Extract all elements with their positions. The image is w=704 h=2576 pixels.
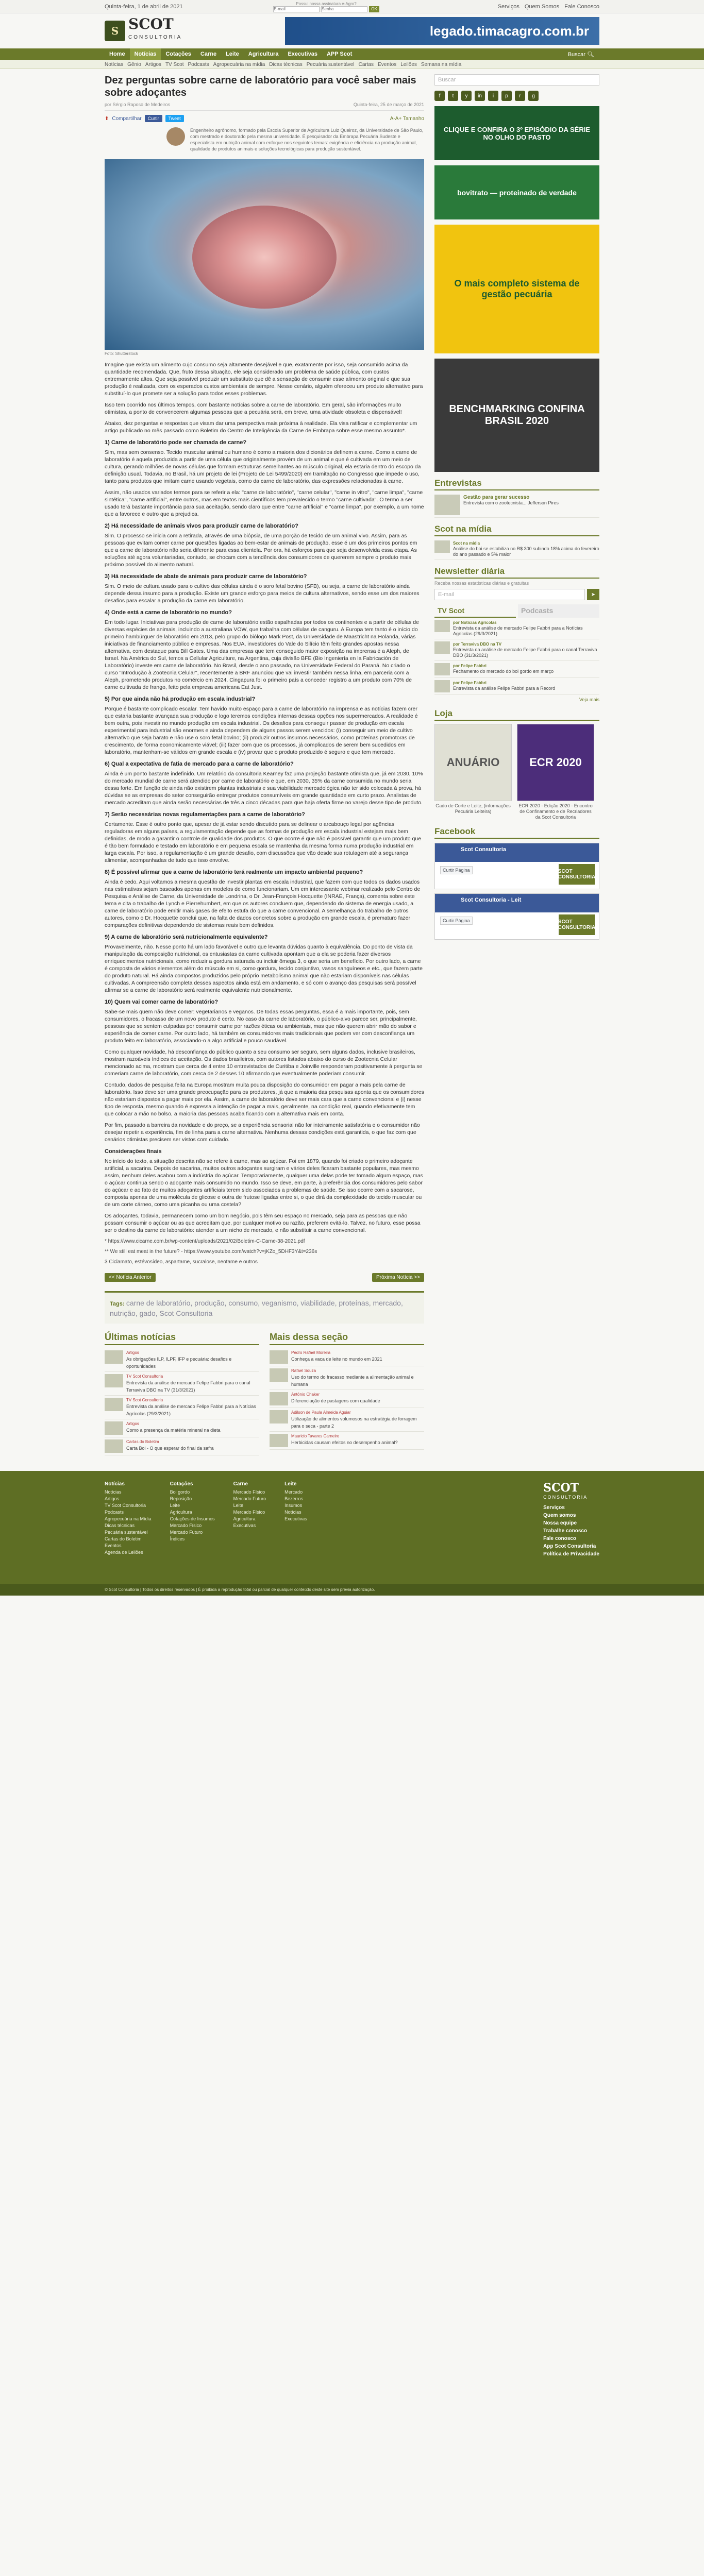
tv-source: por Felipe Fabbri [453,664,487,668]
list-item[interactable] [105,1348,259,1372]
facebook-like-button[interactable]: Curtir [145,115,162,122]
list-title: Conheça a vaca de leite no mundo em 2021 [291,1357,382,1362]
footer-logo[interactable]: SCOT [543,1481,579,1495]
list-item[interactable] [105,1396,259,1419]
article-pager [105,1273,424,1282]
footer-link[interactable]: Bezerros [284,1496,304,1501]
section-paragraph: Ainda é cedo. Aqui voltamos a mesma questão de investir plantas em escala industrial, que fazem com que todos os dados usados nas estimativas sejam baseados apenas em modelos de como funcionariam. Um em interessante webinar realizado pelo Centro de Pesquisa e Análise de Carne, da Universidade de Londrina, o Dr. Jean-François Hocquette (INRAE, França), comenta sobre este tema e cita o trabalho de Lynch e Pierrehumbert, em que os autores concluem que, dependendo do sistema de energia usado, a carne de laboratório pode emitir mais gases de efeito estufa do que a carne convencional. A semelhança do trabalho de outros autores, como o Dr. Hocquette conclui que, na falta de dados concretos sobre a produção em grande escala, é prematuro fazer comparações definitivas dependendo de sistemas reais bem definidos. [105,879,421,928]
list-item[interactable] [105,1372,259,1396]
footnote[interactable]: * https://www.cicarne.com.br/wp-content/uploads/2021/02/Boletim-C-Carne-38-2021.pdf [105,1239,305,1244]
book-anuario-title: Gado de Corte e Leite, (informações Pecuária Leiteira) [435,803,511,814]
footer-column-heading[interactable]: Notícias [105,1481,125,1487]
list-text [126,1439,214,1453]
footer-link[interactable]: Mercado Futuro [170,1530,203,1535]
footer-link[interactable]: Dicas técnicas [105,1523,135,1528]
footer-column-heading[interactable]: Cotações [170,1481,193,1487]
midia-item[interactable] [434,538,599,560]
footer-brand-link[interactable]: App Scot Consultoria [543,1544,596,1549]
share-icon: ⬆ [105,115,109,122]
footer-link[interactable]: Mercado Físico [170,1523,202,1528]
scot-na-midia-title: Scot na mídia [434,524,599,536]
footer-link[interactable]: Agricultura [233,1516,256,1521]
social-icon[interactable]: r [515,91,525,101]
footer-link[interactable]: Podcasts [105,1510,124,1515]
section-paragraph: Certamente. Esse é outro ponto que, apesar de já estar sendo discutido para se delinear o arcabouço legal por agências reguladoras em alguns países, a regulamentação depende que as formas de produção em escala industrial estejam mais bem definidas, de modo a garantir o controle de qualidade dos produtos. O que ocorre é que não é possível garantir que um produto que é tão bem formulado e testado em laboratório e em pequena escala se mantenha da mesma forma numa produção industrial em larga escala. Por isso, a regulamentação é um grande desafio, com discussões que vão desde sua rotulagem até a segurança alimentar, acompanhadas de tudo que isso envolve. [105,821,422,863]
footer-link[interactable]: Cotações de Insumos [170,1516,215,1521]
copyright-text: © Scot Consultoria | Todos os direitos reservados | É proibida a reprodução total ou parcial de qualquer conteúdo deste site sem prévia autorização. [105,1587,375,1592]
footer-link[interactable]: Agropecuária na Mídia [105,1516,152,1521]
social-icon[interactable]: y [461,91,472,101]
top-bar [0,0,704,13]
footer-link[interactable]: Notícias [284,1510,301,1515]
section-paragraph: Em todo lugar. Iniciativas para produção de carne de laboratório estão espalhadas por todos os continentes e a partir de células de diversas espécies de animais, incluindo a australiana VOW, que trabalha com células de canguru. A Europa tem tanto é o início do primeiro hambúrguer de laboratório em 2013, pelo grupo do biólogo Mark Post, da Universidade de Maastricht na Holanda, várias iniciativas de financiamento público e empresas. Nos EUA, investidores do Vale do Silício têm feito grandes apostas nessa alternativa, com destaque para Bill Gates. Uma das empresas que tem conseguido maior exposição na imprensa é a Aleph, de Israel. Na América do Sul, temos a Cellular Agriculture, na Argentina, cuja divisão BFE (Bio Ingeniería en la Fabricación de Laboratório) investe em carne de laboratório. No Brasil, desde o ano passado, na Universidade Federal do Paraná. No criado o curso "Introdução à Zootecnia Celular", recentemente a BRF anunciou que vai investir também nessa linha, em parceria com a Aleph, prometendo produtos no comércio em 2024. Cingapura foi o primeiro país a conceder registro a um produto com 70% de carne cultivada de frango, feito pela empresa americana Eat Just. [105,619,419,690]
subnav-item[interactable]: Eventos [378,61,397,67]
footer-link[interactable]: Insumos [284,1503,303,1508]
list-item[interactable] [270,1348,424,1366]
footer-brand-link[interactable]: Trabalhe conosco [543,1528,588,1534]
tab-podcasts[interactable]: Podcasts [518,604,599,618]
section-question: 3) Há necessidade de abate de animais para produzir carne de laboratório? [105,573,307,580]
section-paragraph: Sim, mas sem consenso. Tecido muscular animal ou humano é como a maioria dos dicionários definem a carne. Como a carne de laboratório é aquela produzida a partir de uma célula que originalmente provém de um animal e que é cultivada em um meio de cultura, gerando milhões de novas células que formam estruturas semelhantes ao músculo original, ela estaria dentro do escopo da definição usual. Todavia, no Brasil, há um projeto de lei (Projeto de Lei 5499/2020) em tramitação no Congresso que impede o uso, tanto para produtos que imitam carne usando vegetais, como da carne de laboratório, das expressões relacionadas à carne. [105,449,421,484]
section-paragraph: Porque é bastante complicado escalar. Tem havido muito espaço para a carne de laboratório na imprensa e as notícias fazem crer que estaria bastante avançada sua produção e logo teremos condições internas dessas opções nos supermercados. A realidade é bem outra, pois investir no mundo produção em escala industrial. Os desafios para conseguir passar de produção em escala experimental para industrial são enormes e ainda dependem de alguns passos serem vencidos: (i) conseguir um meio de cultivo alternativo que seja barato e não use o soro fetal bovino; (ii) produzir outros insumos necessários, como proteínas promotoras de crescimento, de forma economicamente viável; (iii) fazer com que os processos, já complicados de serem bem sucedidos em laboratório, mantenham-se válidos em grande escala e (iv) provar que o produto produzido é seguro e que tem mercado. [105,706,418,755]
logo-sub: CONSULTORIA [128,35,182,40]
list-category: Artigos [126,1421,139,1426]
section-question: 1) Carne de laboratório pode ser chamada de carne? [105,439,247,446]
login-hint: Possui nossa assinatura e-Agro? [296,1,357,6]
latest-news-title: Últimas notícias [105,1332,259,1345]
tv-title: Entrevista da análise de mercado Felipe Fabbri para a Notícias Agrícolas (29/3/2021) [453,625,583,636]
sidebar-search-input[interactable]: Buscar [434,74,599,86]
article-paragraph: Abaixo, dez perguntas e respostas que visam dar uma perspectiva mais próxima à realidade. Ela visa ratificar e complementar um artigo publicado no mês passado como Boletim do Centro de Inteligência da Carne de Embrapa sobre esse mesmo assunto*. [105,420,417,434]
nav-search-label: Buscar [567,51,585,58]
list-title: Uso do termo do fracasso mediante a alimentação animal e humana [291,1375,414,1387]
search-icon: 🔍︎ [587,51,594,58]
footer-brand-link[interactable]: Quem somos [543,1513,576,1518]
footer-link[interactable]: Mercado [284,1489,303,1495]
newsletter-title: Newsletter diária [434,566,599,579]
tv-thumb [434,620,450,632]
footer-column [170,1481,215,1558]
nav-search[interactable] [568,51,599,58]
midia-cat: Scot na mídia [453,541,480,546]
more-from-section [270,1332,424,1455]
ver-mais-link[interactable]: Veja mais [579,697,599,702]
midia-text: Análise do boi se estabiliza no R$ 300 subindo 18% acima do fevereiro do ano passado e 5% maior [453,546,599,557]
more-section-title: Mais dessa seção [270,1332,424,1345]
footer-link[interactable]: Mercado Físico [233,1510,265,1515]
article-paragraph: Imagine que exista um alimento cujo consumo seja altamente desejável e que, exatamente por isso, seja consumido acima da quantidade recomendada. Que, fruto dessa situação, ele seja considerado um problema de saúde pública, com custos extremamente altos. Que seja possível produzir um substituto que dê a sensação de consumir esse alimento original e que sua produção é realizada, com os esperados custos ambientais de sempre. Nesse cenário, alguém ofereceu um produto alternativo para substituí-lo que promete ser a solução para todos esses problemas. [105,362,423,397]
list-item[interactable] [105,1437,259,1455]
section-paragraph: No início do texto, a situação descrita não se refere à carne, mas ao açúcar. Foi em 1879, quando foi criado o primeiro adoçante artificial, a sacarina. Depois de sacarina, muitos outros adoçantes surgiram e vários deles ficaram bastante populares, mas mesmo assim, nenhum deles acabou com a indústria do açúcar. Temporariamente, qualquer uma delas pode ter tomado algum espaço, mas o açúcar continua sendo o adoçante mais consumido no mundo. Isso se deve, em parte, à preferência dos consumidores pelo sabor do açúcar e ao fato de muitos adoçantes artificiais terem sido associados a problemas de saúde. Se isso ocorre com a sacarose, composta apenas de uma molécula de glicose e outra de frutose ligadas entre si, o que dirá da complexidade do tecido muscular ou de um corte cárneo, como uma picanha ou uma costela? [105,1158,423,1208]
article-title: Dez perguntas sobre carne de laboratório para você saber mais sobre adoçantes [105,75,416,98]
copyright-bar [0,1584,704,1596]
newsletter-sub: Receba nossas estatísticas diárias e gratuitas [434,581,529,586]
loja-title: Loja [434,708,599,721]
share-label[interactable]: Compartilhar [112,115,142,122]
footer-brand-link[interactable]: Política de Privacidade [543,1551,599,1557]
list-thumb [270,1434,288,1447]
footnote[interactable]: 3 Ciclamato, estévosídeo, aspartame, sucralose, neotame e outros [105,1259,258,1265]
sub-nav [0,60,704,69]
tv-source: por Notícias Agrícolas [453,620,497,625]
list-text [291,1368,424,1387]
tv-text [453,663,554,675]
book-anuario[interactable] [434,724,512,820]
fb-page-name-1: Scot Consultoria [461,846,507,853]
section-question: 9) A carne de laboratório será nutricionalmente equivalente? [105,934,268,940]
list-title: Carta Boi - O que esperar do final da safra [126,1446,214,1451]
list-text [291,1434,398,1447]
site-logo[interactable] [105,15,182,44]
list-title: Diferenciação de pastagens com qualidade [291,1398,380,1403]
nav-noticias[interactable]: Notícias [130,48,161,60]
social-icons [434,91,599,101]
tv-title: Entrevista da análise Felipe Fabbri para a Record [453,686,556,691]
ad-bovitrato[interactable]: bovitrato — proteinado de verdade [434,165,599,219]
list-thumb [270,1410,288,1423]
ad-no-olho-do-pasto[interactable]: CLIQUE E CONFIRA O 3º EPISÓDIO DA SÉRIE NO OLHO DO PASTO [434,106,599,160]
footnotes [105,1238,424,1266]
list-title: Entrevista da análise de mercado Felipe Fabbri para o canal Terraviva DBO na TV (31/3/2021) [126,1380,250,1393]
book-anuario-cover: ANUÁRIO [434,724,512,801]
facebook-widget-2[interactable] [434,893,599,940]
article-hero-image [105,159,424,350]
entrevista-sub: Entrevista com o zootecnista... Jefferson Pires [463,500,559,505]
entrevista-photo [434,495,460,515]
section-paragraph: Sim. O meio de cultura usado para o cultivo das células ainda é o soro fetal bovino (SFB), ou seja, a carne de laboratório ainda depende dessa insumo para a produção. Existe um grande esforço para meios de cultura alternativos, sendo esse um dos maiores desafios para escalar a produção da carne em laboratório. [105,583,420,604]
site-footer [0,1471,704,1584]
list-title: As obrigações ILP, ILPF, IFP e pecuária: desafios e oportunidades [126,1357,232,1369]
section-paragraph: Contudo, dados de pesquisa feita na Europa mostram muita pouca disposição do consumidor em pagar a mais pela carne de laboratório. Isso deve ser uma grande preocupação para os produtores, já que a maioria das pesquisas aponta que os consumidores não estariam dispostos a pagar mais por ela. Assim, a carne de laboratório deve ser mais cara que a carne convencional e (i) nesse tipo de resposta, mesmo quando é expressa a intenção de pagar a mais, geralmente, na condição real, quando efetivamente tem que colocar a mão no bolso, a maioria das pessoas acaba ficando com a alternativa mais em conta. [105,1082,424,1117]
tv-item[interactable] [434,639,599,661]
site-header [0,13,704,48]
section-question: Considerações finais [105,1148,162,1155]
nav-home[interactable]: Home [109,51,125,57]
footer-link[interactable]: Executivas [284,1516,307,1521]
login-email-input[interactable] [273,6,320,12]
ad-gestao-pecuaria[interactable]: O mais completo sistema de gestão pecuária [434,225,599,353]
prev-article-button[interactable]: << Notícia Anterior [105,1273,156,1282]
footer-link[interactable]: Notícias [105,1489,122,1495]
social-icon[interactable]: f [434,91,445,101]
article-paragraph: Isso tem ocorrido nos últimos tempos, com bastante notícias sobre a carne de laboratório. Em geral, são informações muito otimistas, a ponto de convencerem algumas pessoas que a pecuária será, em breve, uma atividade obsoleta e dispensável! [105,402,402,415]
section-question: 8) É possível afirmar que a carne de laboratório terá realmente um impacto ambiental pequeno? [105,869,363,875]
footer-column [284,1481,307,1558]
footnote[interactable]: ** We still eat meat in the future? - https://www.youtube.com/watch?v=jKZo_5DHF3Y&t=236s [105,1249,317,1255]
section-paragraph: Sim. O processo se inicia com a retirada, através de uma biópsia, de uma porção de tecido de um animal vivo. Assim, para as pessoas que evitam comer carne por questões ligadas ao bem-estar de animais de produção, esse é um dos primeiros pontos em que a carne de laboratório não seria diferente para essa clientela. Por ora, há esforços para que seja desenvolvida essa etapa. As soluções até agora voluntariadas, contudo, se chocam com a tendência dos consumidores de quererem sempre o produto mais próximo possível do alimento natural. [105,533,417,568]
logo-mark: S [105,21,125,41]
list-category: Artigos [126,1350,139,1355]
link-fale-conosco[interactable]: Fale Conosco [564,4,599,10]
section-question: 6) Qual a expectativa de fatia de mercado para a carne de laboratório? [105,761,294,767]
footer-column [105,1481,152,1558]
list-thumb [105,1398,123,1411]
section-question: 4) Onde está a carne de laboratório no mundo? [105,609,232,616]
social-icon[interactable]: in [475,91,485,101]
list-item[interactable] [270,1432,424,1450]
image-caption: Foto: Shutterstock [105,351,138,356]
subnav-item[interactable]: TV Scot [165,61,184,67]
footer-link[interactable]: Eventos [105,1543,122,1548]
list-thumb [270,1392,288,1405]
current-date: Quinta-feira, 1 de abril de 2021 [105,4,183,10]
tv-text [453,620,599,637]
list-category: Antônio Chaker [291,1392,320,1397]
footer-link[interactable]: Reposição [170,1496,192,1501]
tags-label: Tags: [110,1301,125,1307]
list-category: Mauricio Tavares Carneiro [291,1434,340,1438]
link-quem-somos[interactable]: Quem Somos [524,4,560,10]
latest-news [105,1332,259,1455]
section-paragraph: Por fim, passado a barreira da novidade e do preço, se a experiência sensorial não for inteiramente satisfatória e o consumidor não desejar repetir a experiência, fim de linha para a carne alternativa. Nenhuma dessas condições está garantida, o que faz com que cenários otimistas precisem ser vistos com cuidado. [105,1122,420,1143]
footer-link[interactable]: Executivas [233,1523,256,1528]
tv-text [453,641,599,658]
entrevista-name: Gestão para gerar sucesso [463,495,530,500]
nav-agricultura[interactable]: Agricultura [248,51,279,57]
list-title: Utilização de alimentos volumosos na estratégia de forragem para o seca - parte 2 [291,1416,417,1429]
footer-link[interactable]: Agenda de Leilões [105,1550,143,1555]
subnav-item[interactable]: Agropecuária na mídia [213,61,265,67]
footer-column [233,1481,266,1558]
section-question: 2) Há necessidade de animais vivos para produzir carne de laboratório? [105,523,298,529]
newsletter-submit-icon[interactable]: ➤ [587,589,599,600]
list-thumb [270,1368,288,1382]
subnav-item[interactable]: Artigos [145,61,161,67]
next-article-button[interactable]: Próxima Notícia >> [372,1273,424,1282]
ad-benchmarking-confina[interactable]: BENCHMARKING CONFINA BRASIL 2020 [434,359,599,472]
list-category: TV Scot Consultoria [126,1398,163,1402]
list-item[interactable] [270,1390,424,1408]
nav-cotacoes[interactable]: Cotações [165,51,191,57]
share-bar [105,115,424,122]
article-author[interactable]: por Sérgio Raposo de Medeiros [105,102,171,107]
nav-leite[interactable]: Leite [226,51,239,57]
tv-thumb [434,680,450,692]
tv-item[interactable] [434,678,599,695]
subnav-item[interactable]: Notícias [105,61,124,67]
tags-list[interactable]: carne de laboratório, produção, consumo, veganismo, viabilidade, proteínas, mercado, nutrição, gado, Scot Consultoria [110,1299,403,1317]
footer-brand-link[interactable]: Fale conosco [543,1536,576,1541]
petri-dish-image [192,206,337,309]
facebook-title: Facebook [434,826,599,839]
footer-brand-link[interactable]: Serviços [543,1505,565,1511]
tv-item[interactable] [434,661,599,678]
footer-column-heading[interactable]: Leite [284,1481,297,1487]
subnav-item[interactable]: Dicas técnicas [269,61,303,67]
fb-logo-1: SCOT CONSULTORIA [559,864,595,885]
list-thumb [105,1421,123,1435]
book-ecr[interactable] [517,724,594,820]
author-avatar [166,127,185,146]
article-body [105,361,424,1234]
tweet-button[interactable]: Tweet [165,115,184,122]
section-paragraph: Provavelmente, não. Nesse ponto há um lado favorável e outro que levanta dúvidas quanto à equivalência. Do ponto de vista da manipulação da composição nutricional, os entusiastas da carne cultivada apontam que a ela se poderia fazer diversos enriquecimentos nutricionais, como reduzir a gordura saturada ou incluir ômega 3, o que seria um benefício. Por outro lado, a carne é composta de vários elementos além do músculo em si, como gordura, tecido conjuntivo, vasos sanguíneos e etc., que fazem parte do produto natural. Há ainda compostos produzidos pelo próprio metabolismo animal que não estariam disponíveis nas células cultivadas. A compreensão completa desses aspectos ainda está em andamento, e só com o avanço das pesquisas será possível afirmar se a carne de laboratório será realmente equivalente nutricionalmente. [105,944,423,993]
list-thumb [270,1350,288,1364]
login-box [249,2,404,12]
tv-item[interactable] [434,618,599,639]
subnav-item[interactable]: Podcasts [188,61,209,67]
tags-box [105,1291,424,1324]
footer-logo-sub: CONSULTORIA [543,1495,588,1500]
footer-link[interactable]: Leite [233,1503,244,1508]
list-item[interactable] [270,1366,424,1390]
link-servicos[interactable]: Serviços [497,4,519,10]
tv-text [453,680,555,692]
subnav-item[interactable]: Semana na mídia [421,61,462,67]
author-bio: Engenheiro agrônomo, formado pela Escola Superior de Agricultura Luiz Queiroz, da Universidade de São Paulo, com mestrado e doutorado pela mesma universidade. É pesquisador da Embrapa Pecuária Sudeste e especialista em nutrição animal com enfoque nos seguintes temas: exigência e eficiência na produção animal, qualidade de produtos animais e soluções tecnológicas para produção sustentável. [190,128,424,151]
footer-column-heading[interactable]: Carne [233,1481,248,1487]
midia-thumb [434,540,450,553]
tv-thumb [434,663,450,675]
social-icon[interactable]: p [501,91,512,101]
list-text [126,1421,221,1435]
footer-link[interactable]: Leite [170,1503,180,1508]
section-paragraph: Ainda é um ponto bastante indefinido. Um relatório da consultoria Kearney faz uma projeção bastante otimista que, já em 2030, 10% do mercado mundial de carne será atendido por carne de laboratório e que, em 2030, 35% da carne consumida no mundo seria dessa forte. Em função de ainda não existirem plantas industriais e sua viabilidade mercadológica não ter sido colocada à prova, há dúvidas se as empresas do setor conseguirão entregar produtos consumíveis em grande quantidade em curto prazo. Analistas de mercado acreditam que ainda serão necessárias de três a cinco décadas para que haja oferta firme no varejo desse tipo de produto. [105,771,423,806]
entrevistas-title: Entrevistas [434,478,599,490]
login-ok-button[interactable]: OK [369,6,379,12]
list-text [291,1392,380,1405]
header-ad-banner[interactable]: legado.timacagro.com.br [285,17,599,45]
list-text [126,1374,259,1393]
social-icon[interactable]: t [448,91,458,101]
section-paragraph: Sabe-se mais quem não deve comer: vegetarianos e veganos. De todas essas perguntas, essa é a mais importante, pois, sem consumidores, o fracasso de um novo produto é certo. No caso da carne de laboratório, o público-alvo parece ser, principalmente, pessoas que se sentem culpadas por consumir carne por razões éticas ou ambientais, mas que não querem abrir mão do sabor e experiência de comer carne. Por outro lado, há também os consumidores mais tradicionais que podem ver com desconfiança um produto feito em laboratório, associando-o a algo artificial e pouco saudável. [105,1009,417,1044]
section-question: 10) Quem vai comer carne de laboratório? [105,999,219,1005]
newsletter-email-input[interactable]: E-mail [434,589,585,600]
social-icon[interactable]: i [488,91,498,101]
footer-link[interactable]: Pecuária sustentável [105,1530,148,1535]
list-text [291,1350,382,1364]
list-thumb [105,1439,123,1453]
subnav-item[interactable]: Leilões [400,61,417,67]
book-ecr-cover: ECR 2020 [517,724,594,801]
list-title: Entrevista da análise de mercado Felipe Fabbri para a Notícias Agrícolas (29/3/2021) [126,1404,256,1416]
article-column [105,74,424,1455]
subnav-item[interactable]: Pecuária sustentável [306,61,355,67]
footer-link[interactable]: TV Scot Consultoria [105,1503,146,1508]
nav-carne[interactable]: Carne [200,51,217,57]
subnav-item[interactable]: Cartas [358,61,374,67]
footer-link[interactable]: Artigos [105,1496,120,1501]
tv-thumb [434,641,450,654]
fb-logo-2: SCOT CONSULTORIA [559,914,595,935]
subnav-item[interactable]: Gênio [127,61,141,67]
tv-title: Fechamento do mercado do boi gordo em março [453,669,554,674]
entrevista-item[interactable] [434,493,599,518]
social-icon[interactable]: g [528,91,539,101]
font-size-control[interactable]: A-A+ Tamanho [390,115,424,122]
section-paragraph: Assim, não usados variados termos para se referir a ela: "carne de laboratório", "carne celular", "carne in vitro", "carne limpa", "carne sintética", "carne artificial", entre outros, mas em textos mais científicos tem prevalecido o termo "carne cultivada". O termo a ser usado terá bastante importância para sua aceitação, sendo claro que entre "carne artificial" e "carne limpa", por exemplo, a um nome que a favorece e outro que a prejudica. [105,489,424,517]
list-category: Pedro Rafael Moreira [291,1350,331,1355]
list-title: Como a presença da matéria mineral na dieta [126,1428,221,1433]
list-thumb [105,1350,123,1364]
footer-link[interactable]: Boi gordo [170,1489,190,1495]
footer-link[interactable]: Mercado Físico [233,1489,265,1495]
footer-brand-link[interactable]: Nossa equipe [543,1520,577,1526]
list-item[interactable] [270,1408,424,1432]
nav-executivas[interactable]: Executivas [288,51,317,57]
list-category: TV Scot Consultoria [126,1374,163,1379]
list-category: Cartas do Boletim [126,1439,159,1444]
list-text [126,1398,259,1417]
footer-link[interactable]: Cartas do Boletim [105,1536,142,1541]
fb-like-button-1[interactable]: Curtir Página [440,866,473,874]
book-ecr-title: ECR 2020 - Edição 2020 - Encontro de Confinamento e de Recriadores da Scot Consultoria [518,803,593,820]
list-category: Rafael Souza [291,1368,316,1373]
list-item[interactable] [105,1419,259,1437]
footer-link[interactable]: Agricultura [170,1510,192,1515]
list-category: Adilson de Paula Almeida Aguiar [291,1410,351,1415]
section-question: 5) Por que ainda não há produção em escala industrial? [105,696,256,702]
list-thumb [105,1374,123,1387]
section-paragraph: Os adoçantes, todavia, permanecem como um bom negócio, pois têm seu espaço no mercado, seja para as pessoas que não possam consumir o açúcar ou as que acreditam que, por qualquer motivo ou razão, preferem evitá-lo. Talvez, no futuro, esse possa ser o destino da carne de laboratório: atender a um nicho de mercado, e não substituir a carne convencional. [105,1213,421,1233]
sidebar [434,74,599,1455]
tv-source: por Terraviva DBO na TV [453,642,502,647]
logo-name: SCOT [128,15,174,32]
footer-link[interactable]: Mercado Futuro [233,1496,266,1501]
section-paragraph: Como qualquer novidade, há desconfiança do público quanto a seu consumo ser seguro, sem alguns dados, inclusive brasileiros, mostram razoáveis índices de aceitação. Os dados brasileiros, com autores listados abaixo do curso de Zootecnia Celular mencionado acima, mostram que cerca de 4 entre 10 entrevistados de Curitiba e Joinville responderam positivamente à pergunta se comeriam carne de laboratório, com cerca de 2 desses 10 afirmando que eventualmente poderiam consumir. [105,1049,423,1077]
fb-page-name-2: Scot Consultoria - Leit [461,897,522,903]
article-date: Quinta-feira, 25 de março de 2021 [353,102,424,107]
footer-link[interactable]: Índices [170,1536,185,1541]
author-box [105,127,424,152]
login-password-input[interactable] [321,6,367,12]
list-text [126,1350,259,1369]
list-title: Herbicidas causam efeitos no desempenho animal? [291,1440,398,1445]
nav-app-scot[interactable]: APP Scot [326,51,353,57]
list-text [291,1410,424,1429]
main-nav [0,48,704,60]
section-question: 7) Serão necessárias novas regulamentações para a carne de laboratório? [105,811,305,818]
footer-brand [543,1481,599,1558]
tv-title: Entrevista da análise de mercado Felipe Fabbri para o canal Terraviva DBO (31/3/2021) [453,647,597,658]
tab-tv-scot[interactable]: TV Scot [434,604,516,618]
tv-source: por Felipe Fabbri [453,681,487,685]
facebook-widget-1[interactable] [434,843,599,889]
media-tabs [434,604,599,618]
fb-like-button-2[interactable]: Curtir Página [440,917,473,925]
